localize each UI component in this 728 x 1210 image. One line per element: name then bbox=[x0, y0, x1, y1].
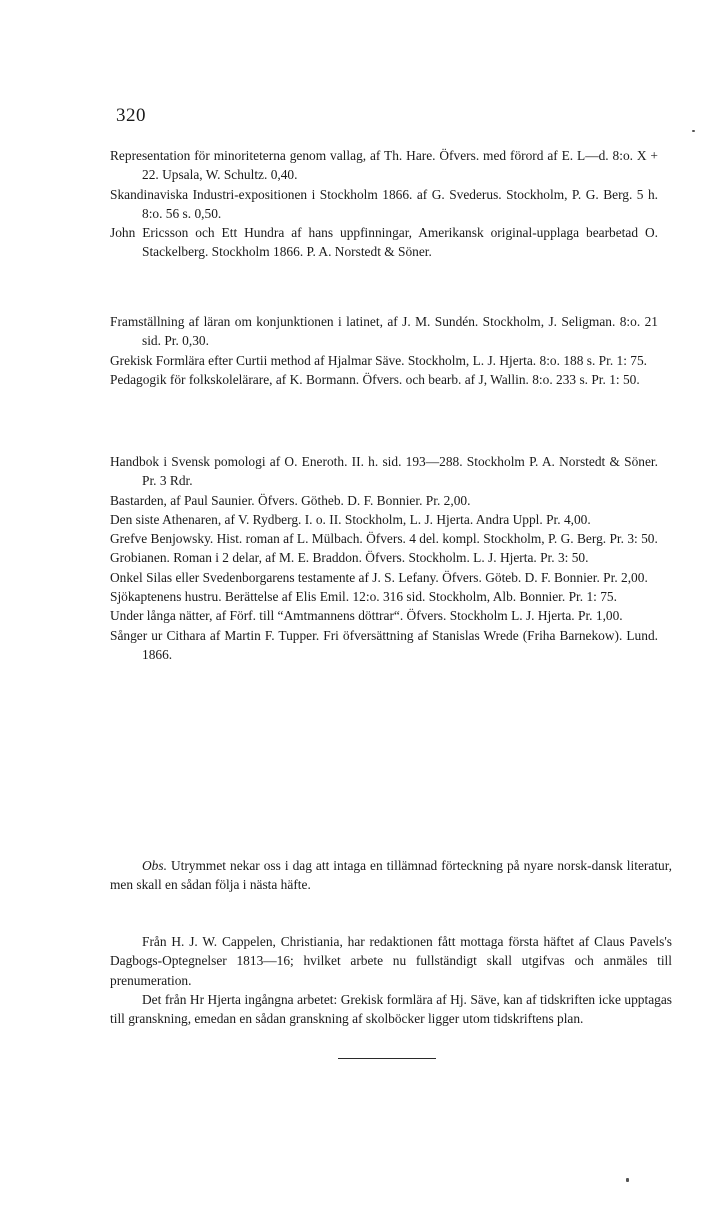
obs-notice bbox=[110, 856, 672, 895]
bibliography-entry: Bastarden, af Paul Saunier. Öfvers. Götheb. D. F. Bonnier. Pr. 2,00. bbox=[110, 492, 471, 508]
bibliography-entry: Grekisk Formlära efter Curtii method af Hjalmar Säve. Stockholm, L. J. Hjerta. 8:o. 188 s. Pr. 1: 75. bbox=[110, 352, 648, 368]
bibliography-entry: Den siste Athenaren, af V. Rydberg. I. o. II. Stockholm, L. J. Hjerta. Andra Uppl. Pr. 4,00. bbox=[110, 511, 591, 527]
obs-text: Utrymmet nekar oss i dag att intaga en tillämnad förteckning på nyare norsk-dansk literatur, men skall en sådan följa i nästa häfte. bbox=[110, 858, 673, 893]
bibliography-entry: Pedagogik för folkskolelärare, af K. Bormann. Öfvers. och bearb. af J, Wallin. 8:o. 233 s. Pr. 1: 50. bbox=[110, 371, 640, 387]
bibliography-entry: Grobianen. Roman i 2 delar, af M. E. Braddon. Öfvers. Stockholm. L. J. Hjerta. Pr. 3: 50. bbox=[110, 550, 589, 566]
obs-paragraph bbox=[110, 856, 672, 895]
bibliography-group-2 bbox=[110, 312, 658, 389]
bibliography-entry: Skandinaviska Industri-expositionen i Stockholm 1866. af G. Svederus. Stockholm, P. G. Berg. 5 h. 8:o. 56 s. 0,50. bbox=[110, 186, 658, 221]
notice-paragraph: Det från Hr Hjerta ingångna arbetet: Grekisk formlära af Hj. Säve, kan af tidskriften icke upptagas till granskning, emedan en sådan granskning af skolböcker ligger utom tidskriftens plan. bbox=[110, 991, 672, 1027]
bibliography-entry: Onkel Silas eller Svedenborgarens testamente af J. S. Lefany. Öfvers. Göteb. D. F. Bonnier. Pr. 2,00. bbox=[110, 569, 648, 585]
bibliography-group-1 bbox=[110, 146, 658, 262]
notice-paragraph: Från H. J. W. Cappelen, Christiania, har redaktionen fått mottaga första häftet af Claus Pavels's Dagbogs-Optegnelser 1813—16; hvilket arbete nu fullständigt skall utgifvas och anmäles till prenumeration. bbox=[110, 934, 672, 988]
bibliography-entry: John Ericsson och Ett Hundra af hans uppfinningar, Amerikansk original-upplaga bearbetad O. Stackelberg. Stockholm 1866. P. A. Norstedt & Söner. bbox=[110, 225, 658, 260]
bibliography-entry: Sånger ur Cithara af Martin F. Tupper. Fri öfversättning af Stanislas Wrede (Friha Barnekow). Lund. 1866. bbox=[110, 627, 658, 662]
closing-rule bbox=[338, 1058, 436, 1059]
bibliography-entry: Sjökaptenens hustru. Berättelse af Elis Emil. 12:o. 316 sid. Stockholm, Alb. Bonnier. Pr. 1: 75. bbox=[110, 589, 617, 605]
bibliography-entry: Handbok i Svensk pomologi af O. Eneroth. II. h. sid. 193—288. Stockholm P. A. Norstedt & Söner. Pr. 3 Rdr. bbox=[110, 454, 658, 489]
bibliography-group-3 bbox=[110, 452, 658, 664]
page-number: 320 bbox=[116, 105, 146, 126]
obs-label: Obs. bbox=[142, 858, 167, 873]
print-speck bbox=[626, 1178, 629, 1182]
bibliography-entry: Representation för minoriteterna genom vallag, af Th. Hare. Öfvers. med förord af E. L—d. 8:o. X + 22. Upsala, W. Schultz. 0,40. bbox=[110, 148, 658, 183]
print-speck bbox=[692, 130, 695, 132]
editorial-notice bbox=[110, 932, 672, 1028]
bibliography-entry: Framställning af läran om konjunktionen i latinet, af J. M. Sundén. Stockholm, J. Seligman. 8:o. 21 sid. Pr. 0,30. bbox=[110, 314, 658, 349]
bibliography-entry: Grefve Benjowsky. Hist. roman af L. Mülbach. Öfvers. 4 del. kompl. Stockholm, P. G. Berg. Pr. 3: 50. bbox=[110, 531, 658, 547]
bibliography-entry: Under långa nätter, af Förf. till “Amtmannens döttrar“. Öfvers. Stockholm L. J. Hjerta. Pr. 1,00. bbox=[110, 608, 623, 624]
